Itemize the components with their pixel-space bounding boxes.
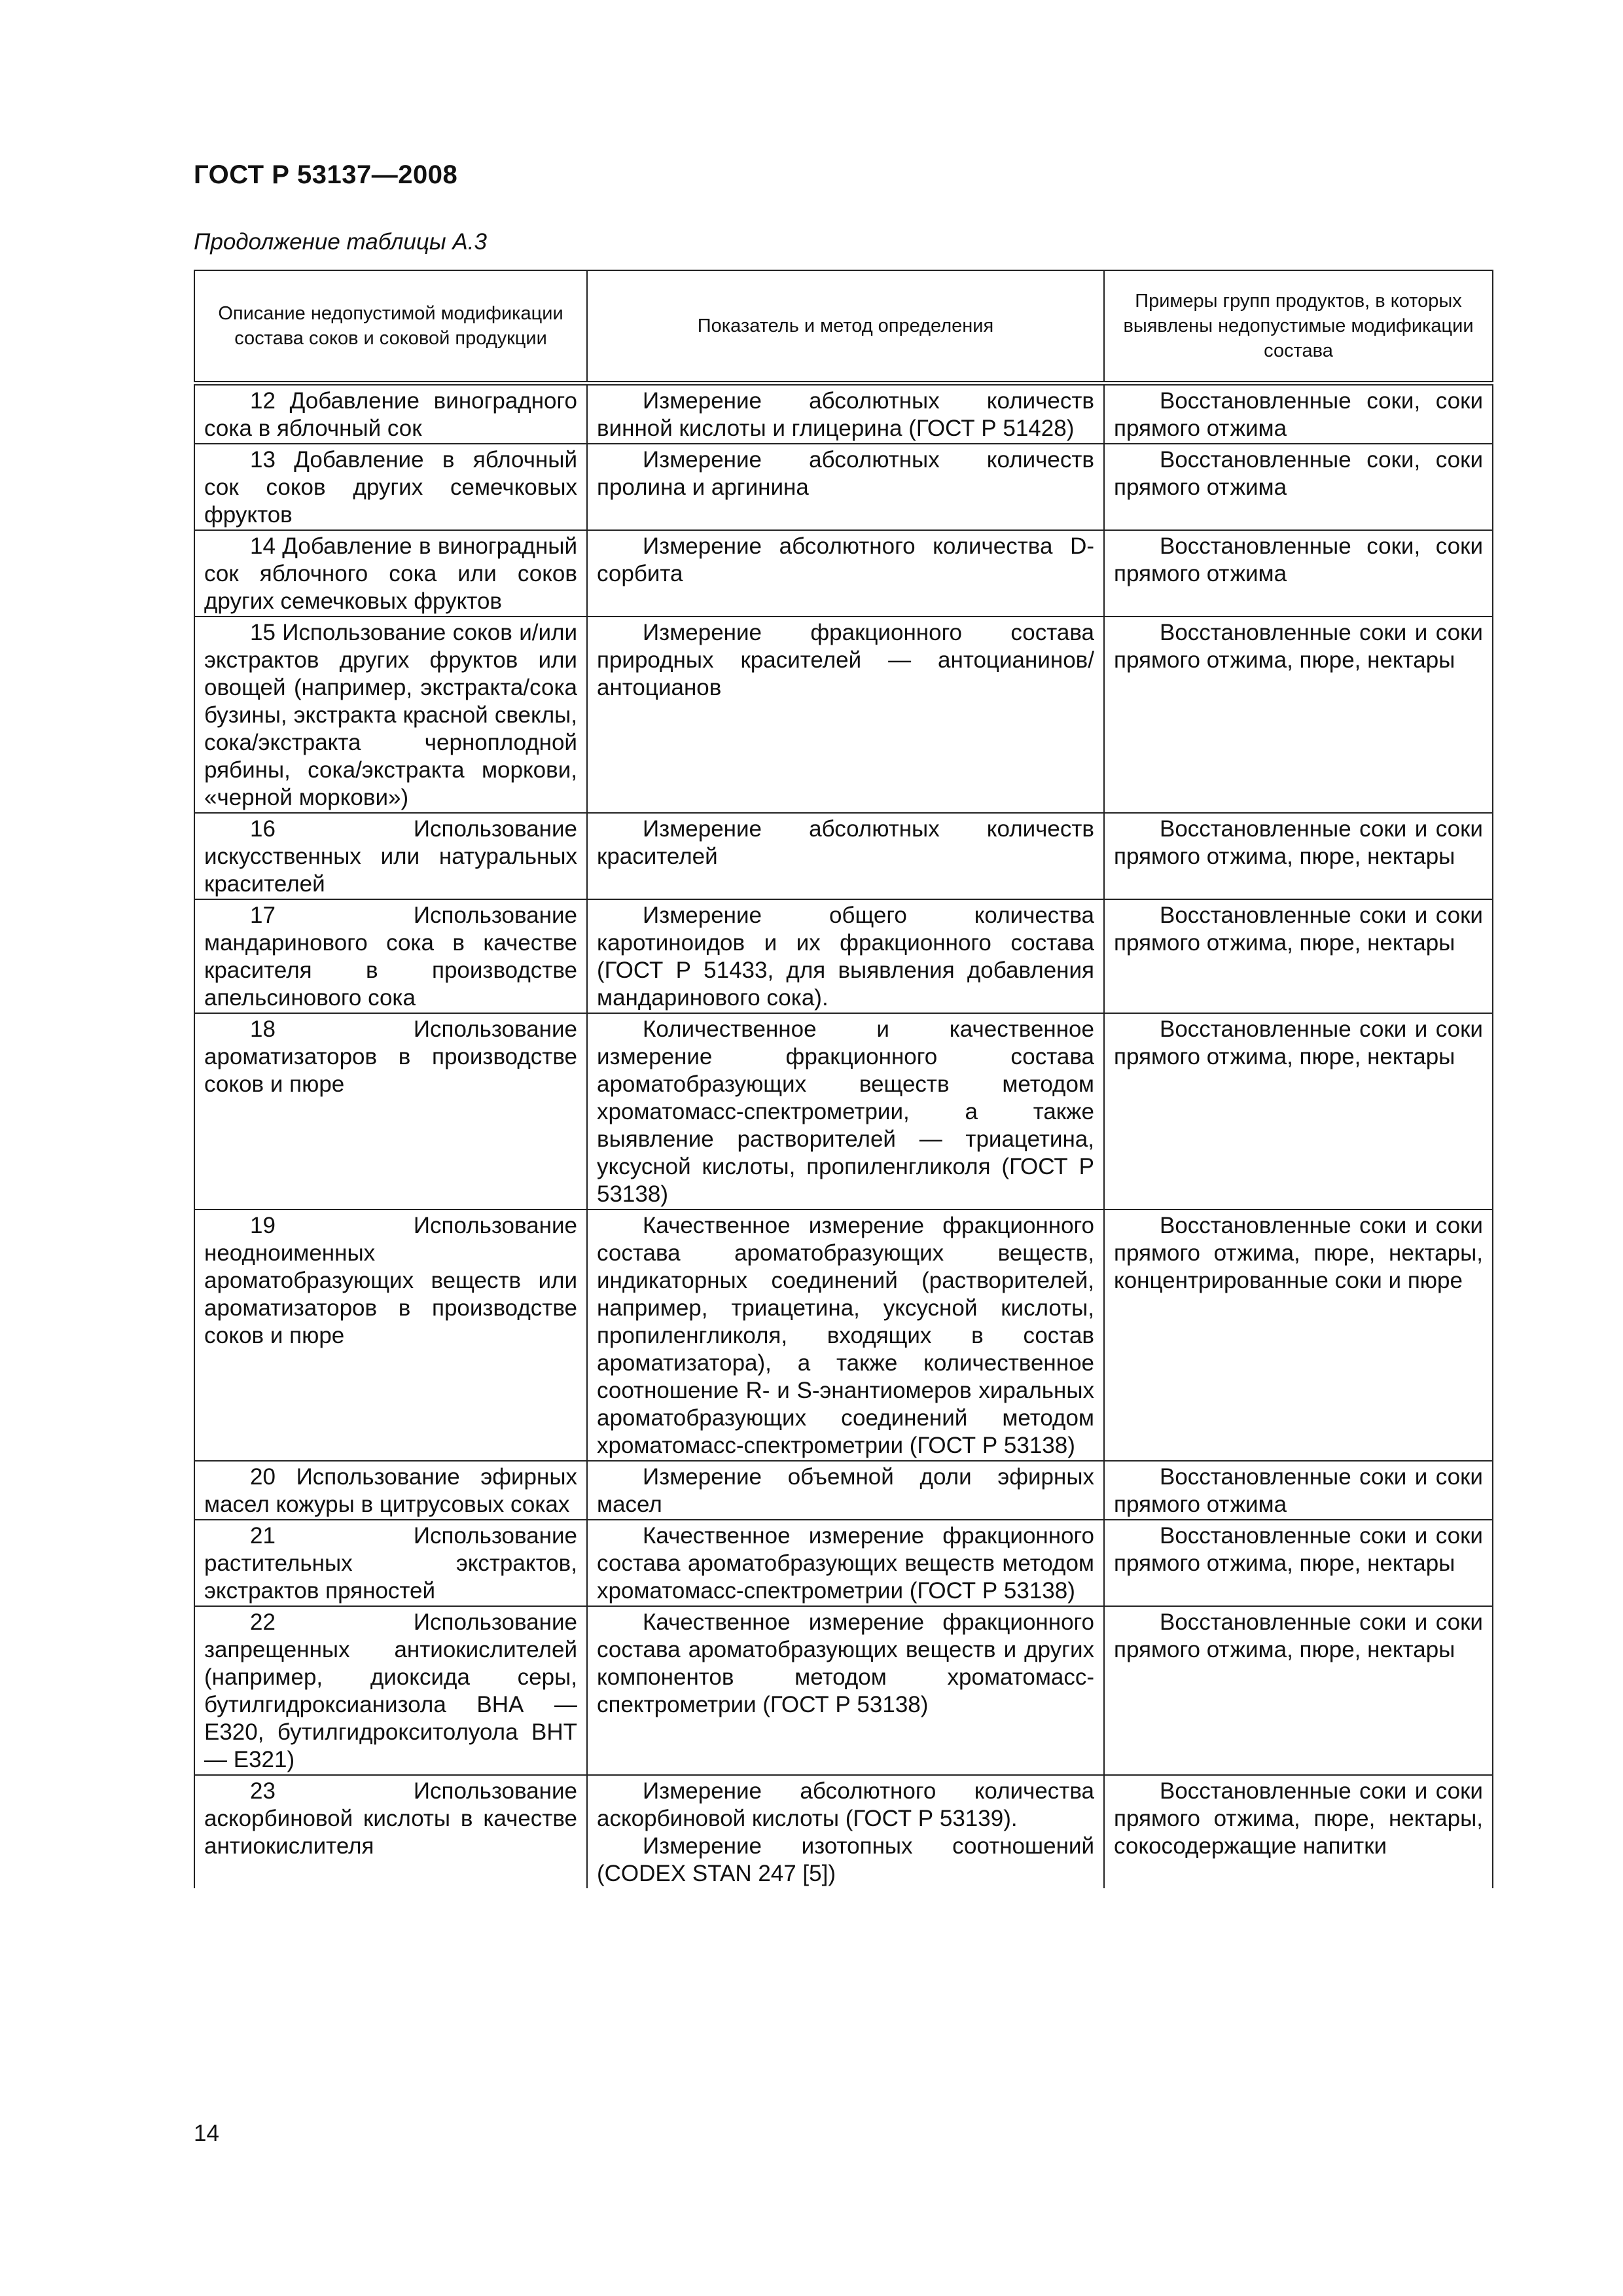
row-method: Измерение общего количества каротиноидов и их фракционного состава (ГОСТ Р 51433, для выявления добавления мандаринового сока). <box>587 899 1104 1013</box>
row-examples: Восстановленные соки и соки прямого отжима, пюре, нектары, сокосодержащие напитки <box>1104 1775 1493 1888</box>
table-row <box>194 1461 1493 1520</box>
row-description: 17 Использование мандаринового сока в качестве красителя в производстве апельсинового сока <box>194 899 587 1013</box>
row-description: 16 Использование искусственных или натуральных красителей <box>194 813 587 899</box>
row-method: Качественное измерение фракционного состава ароматобразующих веществ, индикаторных соединений (растворителей, например, триацетина, уксусной кислоты, пропиленгликоля, входящих в состав ароматизатора), а также количественное соотношение R- и S-энантиомеров хиральных ароматобразующих соединений методом хроматомасс-спектрометрии (ГОСТ Р 53138) <box>587 1210 1104 1461</box>
page-number: 14 <box>194 2121 219 2146</box>
table-row <box>194 813 1493 899</box>
table-caption: Продолжение таблицы А.3 <box>194 229 487 255</box>
row-method: Измерение объемной доли эфирных масел <box>587 1461 1104 1520</box>
document-title: ГОСТ Р 53137—2008 <box>194 160 458 189</box>
row-examples: Восстановленные соки и соки прямого отжима, пюре, нектары <box>1104 1520 1493 1606</box>
row-method: Измерение абсолютных количеств винной кислоты и глицерина (ГОСТ Р 51428) <box>587 384 1104 444</box>
table-row <box>194 1013 1493 1210</box>
row-method-secondary: Измерение изотопных соотношений (CODEX STAN 247 [5]) <box>597 1833 1094 1886</box>
row-description: 14 Добавление в виноградный сок яблочного сока или соков других семечковых фруктов <box>194 530 587 617</box>
table-row <box>194 1210 1493 1461</box>
row-method: Измерение абсолютных количеств красителей <box>587 813 1104 899</box>
row-method: Измерение фракционного состава природных красителей — антоцианинов/антоцианов <box>587 617 1104 813</box>
header-method: Показатель и метод определения <box>587 270 1104 384</box>
row-examples: Восстановленные соки и соки прямого отжима, пюре, нектары <box>1104 617 1493 813</box>
row-examples: Восстановленные соки и соки прямого отжима, пюре, нектары <box>1104 1013 1493 1210</box>
header-description: Описание недопустимой модификации состава соков и соковой продукции <box>194 270 587 384</box>
row-method: Измерение абсолютного количества аскорбиновой кислоты (ГОСТ Р 53139). <box>597 1778 1094 1831</box>
row-method: Качественное измерение фракционного состава ароматобразующих веществ методом хроматомасс-спектрометрии (ГОСТ Р 53138) <box>587 1520 1104 1606</box>
row-method: Измерение абсолютного количества D-сорбита <box>587 530 1104 617</box>
row-method: Качественное измерение фракционного состава ароматобразующих веществ и других компонентов методом хроматомасс-спектрометрии (ГОСТ Р 53138) <box>587 1606 1104 1775</box>
row-description: 15 Использование соков и/или экстрактов других фруктов или овощей (например, экстракта/сока бузины, экстракта красной свеклы, сока/экстракта черноплодной рябины, сока/экстракта моркови, «черной моркови») <box>194 617 587 813</box>
row-description: 18 Использование ароматизаторов в производстве соков и пюре <box>194 1013 587 1210</box>
row-description: 23 Использование аскорбиновой кислоты в качестве антиокислителя <box>194 1775 587 1888</box>
row-description: 19 Использование неодноименных ароматобразующих веществ или ароматизаторов в производстве соков и пюре <box>194 1210 587 1461</box>
row-description: 21 Использование растительных экстрактов, экстрактов пряностей <box>194 1520 587 1606</box>
table-row <box>194 1520 1493 1606</box>
table-row <box>194 1606 1493 1775</box>
table-header-row <box>194 270 1493 384</box>
table-row <box>194 1775 1493 1888</box>
row-method: Количественное и качественное измерение фракционного состава ароматобразующих веществ методом хроматомасс-спектрометрии, а также выявление растворителей — триацетина, уксусной кислоты, пропиленгликоля (ГОСТ Р 53138) <box>587 1013 1104 1210</box>
row-examples: Восстановленные соки, соки прямого отжима <box>1104 384 1493 444</box>
row-examples: Восстановленные соки и соки прямого отжима, пюре, нектары, концентрированные соки и пюре <box>1104 1210 1493 1461</box>
row-examples: Восстановленные соки и соки прямого отжима, пюре, нектары <box>1104 899 1493 1013</box>
row-description: 22 Использование запрещенных антиокислителей (например, диоксида серы, бутилгидроксианизола ВНА — Е320, бутилгидрокситолуола ВНТ — Е321) <box>194 1606 587 1775</box>
row-description: 20 Использование эфирных масел кожуры в цитрусовых соках <box>194 1461 587 1520</box>
row-method-cell <box>587 1775 1104 1888</box>
row-description: 13 Добавление в яблочный сок соков других семечковых фруктов <box>194 444 587 530</box>
header-examples: Примеры групп продуктов, в которых выявлены недопустимые модификации состава <box>1104 270 1493 384</box>
row-description: 12 Добавление виноградного сока в яблочный сок <box>194 384 587 444</box>
row-examples: Восстановленные соки и соки прямого отжима, пюре, нектары <box>1104 813 1493 899</box>
row-examples: Восстановленные соки и соки прямого отжима, пюре, нектары <box>1104 1606 1493 1775</box>
table-row <box>194 617 1493 813</box>
row-examples: Восстановленные соки, соки прямого отжима <box>1104 530 1493 617</box>
row-examples: Восстановленные соки, соки прямого отжима <box>1104 444 1493 530</box>
table-row <box>194 384 1493 444</box>
table-row <box>194 530 1493 617</box>
table-row <box>194 899 1493 1013</box>
modification-table <box>194 270 1493 1888</box>
row-method: Измерение абсолютных количеств пролина и аргинина <box>587 444 1104 530</box>
row-examples: Восстановленные соки и соки прямого отжима <box>1104 1461 1493 1520</box>
table-row <box>194 444 1493 530</box>
